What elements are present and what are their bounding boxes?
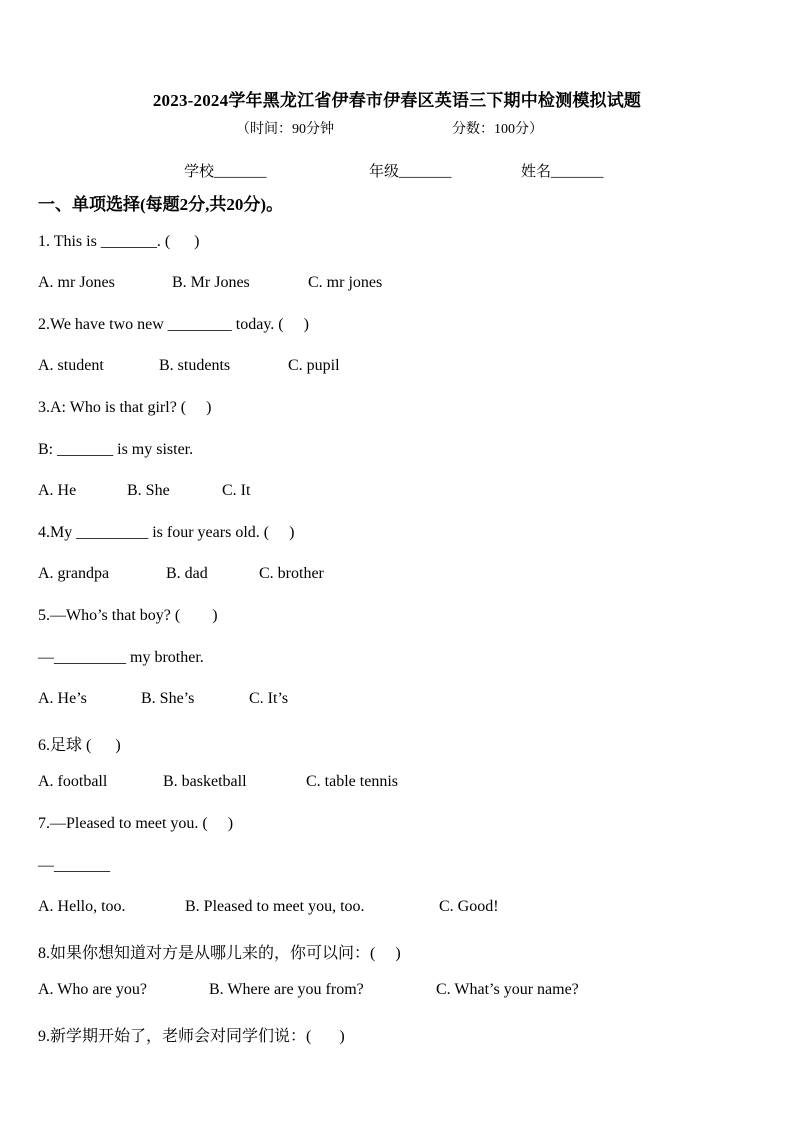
exam-time: （时间：90分钟 [236,122,334,137]
option-c[interactable]: C. Good! [439,898,499,915]
option-b[interactable]: B. She’s [141,690,195,707]
question-text: —_________ my brother. [38,649,204,666]
question-text: 4.My _________ is four years old. ( ) [38,524,295,541]
option-b[interactable]: B. students [159,357,231,374]
question-text: 8.如果你想知道对方是从哪儿来的，你可以问：( ) [38,945,401,962]
option-c[interactable]: C. pupil [288,357,340,374]
option-b[interactable]: B. Where are you from? [209,981,364,998]
option-b[interactable]: B. dad [166,565,208,582]
question-text: 2.We have two new ________ today. ( ) [38,316,309,333]
question-text: 6.足球 ( ) [38,737,121,754]
option-c[interactable]: C. brother [259,565,324,582]
question-text: 9.新学期开始了，老师会对同学们说：( ) [38,1028,345,1045]
option-c[interactable]: C. It [222,482,251,499]
option-a[interactable]: A. He [38,482,77,499]
question-text: 3.A: Who is that girl? ( ) [38,399,212,416]
question-text: B: _______ is my sister. [38,441,194,458]
section-heading: 一、单项选择(每题2分,共20分)。 [38,195,284,214]
option-b[interactable]: B. basketball [163,773,247,790]
option-c[interactable]: C. mr jones [308,274,383,291]
option-a[interactable]: A. football [38,773,108,790]
question-text: 7.—Pleased to meet you. ( ) [38,815,234,832]
option-a[interactable]: A. grandpa [38,565,110,582]
option-c[interactable]: C. What’s your name? [436,981,579,998]
name-field[interactable]: 姓名_______ [521,164,604,180]
page-title: 2023-2024学年黑龙江省伊春市伊春区英语三下期中检测模拟试题 [152,91,642,110]
question-text: —_______ [38,857,110,874]
option-a[interactable]: A. Hello, too. [38,898,126,915]
grade-field[interactable]: 年级_______ [369,164,452,180]
option-b[interactable]: B. She [127,482,170,499]
option-a[interactable]: A. Who are you? [38,981,147,998]
option-a[interactable]: A. He’s [38,690,87,707]
question-text: 5.—Who’s that boy? ( ) [38,607,218,624]
option-a[interactable]: A. mr Jones [38,274,115,291]
option-c[interactable]: C. It’s [249,690,289,707]
exam-score: 分数：100分） [452,122,543,137]
school-field[interactable]: 学校_______ [184,164,267,180]
option-a[interactable]: A. student [38,357,104,374]
option-b[interactable]: B. Pleased to meet you, too. [185,898,365,915]
option-b[interactable]: B. Mr Jones [172,274,250,291]
question-text: 1. This is _______. ( ) [38,233,200,250]
option-c[interactable]: C. table tennis [306,773,398,790]
